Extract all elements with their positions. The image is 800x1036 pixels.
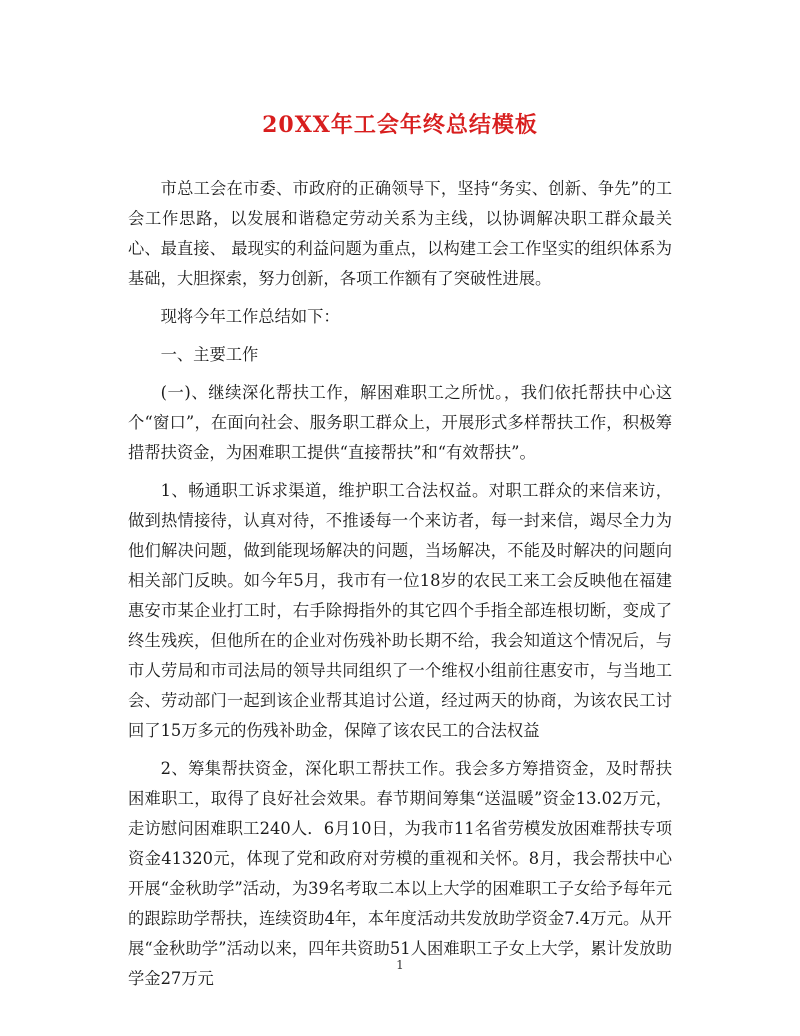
page-number: 1 — [396, 958, 404, 972]
document-title: 20XX年工会年终总结模板 — [262, 112, 538, 138]
paragraph-summary-lead: 现将今年工作总结如下： — [160, 307, 340, 326]
paragraph-item-2: 2、筹集帮扶资金，深化职工帮扶工作。我会多方筹措资金，及时帮扶困难职工，取得了良好社会效果。春节期间筹集“送温暖”资金13.02万元，走访慰问困难职工240人．6月10日，为我市11名省劳模发放困难帮扶专项资金41320元，体现了党和政府对劳模的重视和关怀。8月，我会帮扶中心开展“金秋助学”活动，为39名考取二本以上大学的困难职工子女给予每年元的跟踪助学帮扶，连续资助4年，本年度活动共发放助学资金7.4万元。从开展“金秋助学”活动以来，四年共资助51人困难职工子女上大学，累计发放助学金27万元 — [128, 759, 672, 988]
paragraph-item-1: 1、畅通职工诉求渠道，维护职工合法权益。对职工群众的来信来访，做到热情接待，认真对待，不推诿每一个来访者，每一封来信，竭尽全力为他们解决问题，做到能现场解决的问题，当场解决，不能及时解决的问题向相关部门反映。如今年5月，我市有一位18岁的农民工来工会反映他在福建惠安市某企业打工时，右手除拇指外的其它四个手指全部连根切断，变成了终生残疾，但他所在的企业对伤残补助长期不给，我会知道这个情况后，与市人劳局和市司法局的领导共同组织了一个维权小组前往惠安市，与当地工会、劳动部门一起到该企业帮其追讨公道，经过两天的协商，为该农民工讨回了15万多元的伤残补助金，保障了该农民工的合法权益 — [128, 481, 672, 740]
paragraph-subsection-1: (一)、继续深化帮扶工作，解困难职工之所忧。，我们依托帮扶中心这个“窗口”，在面向社会、服务职工群众上，开展形式多样帮扶工作，积极筹措帮扶资金，为困难职工提供“直接帮扶”和“有效帮扶”。 — [128, 383, 672, 462]
paragraph-intro: 市总工会在市委、市政府的正确领导下，坚持“务实、创新、争先”的工会工作思路，以发展和谐稳定劳动关系为主线，以协调解决职工群众最关心、最直接、 最现实的利益问题为重点，以构建工会工作坚实的组织体系为基础，大胆探索，努力创新，各项工作额有了突破性进展。 — [128, 179, 672, 288]
document-body — [128, 174, 672, 1002]
section-heading-main-work: 一、主要工作 — [160, 345, 259, 364]
